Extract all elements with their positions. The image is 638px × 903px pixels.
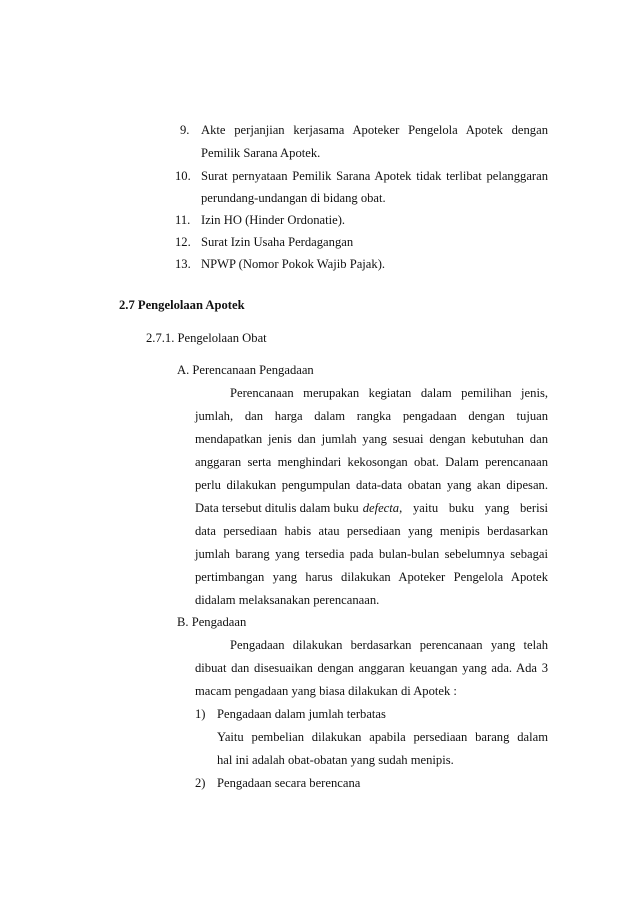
defecta-term: defecta (362, 501, 400, 515)
part-a-line: pertimbangan yang harus dilakukan Apoteker Pengelola Apotek (195, 570, 548, 584)
list-item-9-line-1: Akte perjanjian kerjasama Apoteker Pengelola Apotek dengan (201, 123, 548, 137)
sub-list-item-1-line: hal ini adalah obat-obatan yang sudah menipis. (217, 753, 454, 767)
part-a-line-end: , yaitu buku yang berisi (399, 501, 548, 515)
part-b-heading: B. Pengadaan (177, 615, 247, 629)
part-a-line: perlu dilakukan pengumpulan data-data obatan yang akan dipesan. (195, 478, 548, 492)
part-a-line-start: Data tersebut ditulis dalam buku (195, 501, 359, 515)
part-a-line: data persediaan habis atau persediaan yang menipis berdasarkan (195, 524, 548, 538)
list-number: 9. (180, 123, 190, 137)
sub-section-heading: 2.7.1. Pengelolaan Obat (146, 331, 267, 345)
part-b-line: macam pengadaan yang biasa dilakukan di Apotek : (195, 684, 457, 698)
list-number: 11. (175, 213, 191, 227)
sub-list-number: 1) (195, 707, 206, 721)
part-a-line: jumlah, dan harga dalam rangka pengadaan dengan tujuan (195, 409, 548, 423)
part-a-line: didalam melaksanakan perencanaan. (195, 593, 380, 607)
list-item-10-line-1: Surat pernyataan Pemilik Sarana Apotek tidak terlibat pelanggaran (201, 169, 548, 183)
part-b-line: dibuat dan disesuaikan dengan anggaran keuangan yang ada. Ada 3 (195, 661, 548, 675)
part-a-line-with-italic (195, 500, 548, 516)
list-number: 12. (175, 235, 191, 249)
list-item-13: NPWP (Nomor Pokok Wajib Pajak). (201, 257, 386, 271)
part-a-line: mendapatkan jenis dan jumlah yang sesuai dengan kebutuhan dan (195, 432, 548, 446)
list-item-10-line-2: perundang-undangan di bidang obat. (201, 191, 386, 205)
sub-list-item-2-title: Pengadaan secara berencana (217, 776, 361, 790)
part-a-line: anggaran serta menghindari kekosongan obat. Dalam perencanaan (195, 455, 548, 469)
part-a-line: jumlah barang yang tersedia pada bulan-bulan sebelumnya sebagai (195, 547, 548, 561)
list-item-11: Izin HO (Hinder Ordonatie). (201, 213, 346, 227)
sub-list-item-1-line: Yaitu pembelian dilakukan apabila persediaan barang dalam (217, 730, 548, 744)
sub-list-number: 2) (195, 776, 206, 790)
list-number: 10. (175, 169, 191, 183)
part-a-line: Perencanaan merupakan kegiatan dalam pemilihan jenis, (230, 386, 548, 400)
section-heading: 2.7 Pengelolaan Apotek (119, 298, 245, 312)
part-b-line: Pengadaan dilakukan berdasarkan perencanaan yang telah (230, 638, 548, 652)
list-item-12: Surat Izin Usaha Perdagangan (201, 235, 354, 249)
list-number: 13. (175, 257, 191, 271)
part-a-heading: A. Perencanaan Pengadaan (177, 363, 314, 377)
sub-list-item-1-title: Pengadaan dalam jumlah terbatas (217, 707, 386, 721)
list-item-9-line-2: Pemilik Sarana Apotek. (201, 146, 321, 160)
